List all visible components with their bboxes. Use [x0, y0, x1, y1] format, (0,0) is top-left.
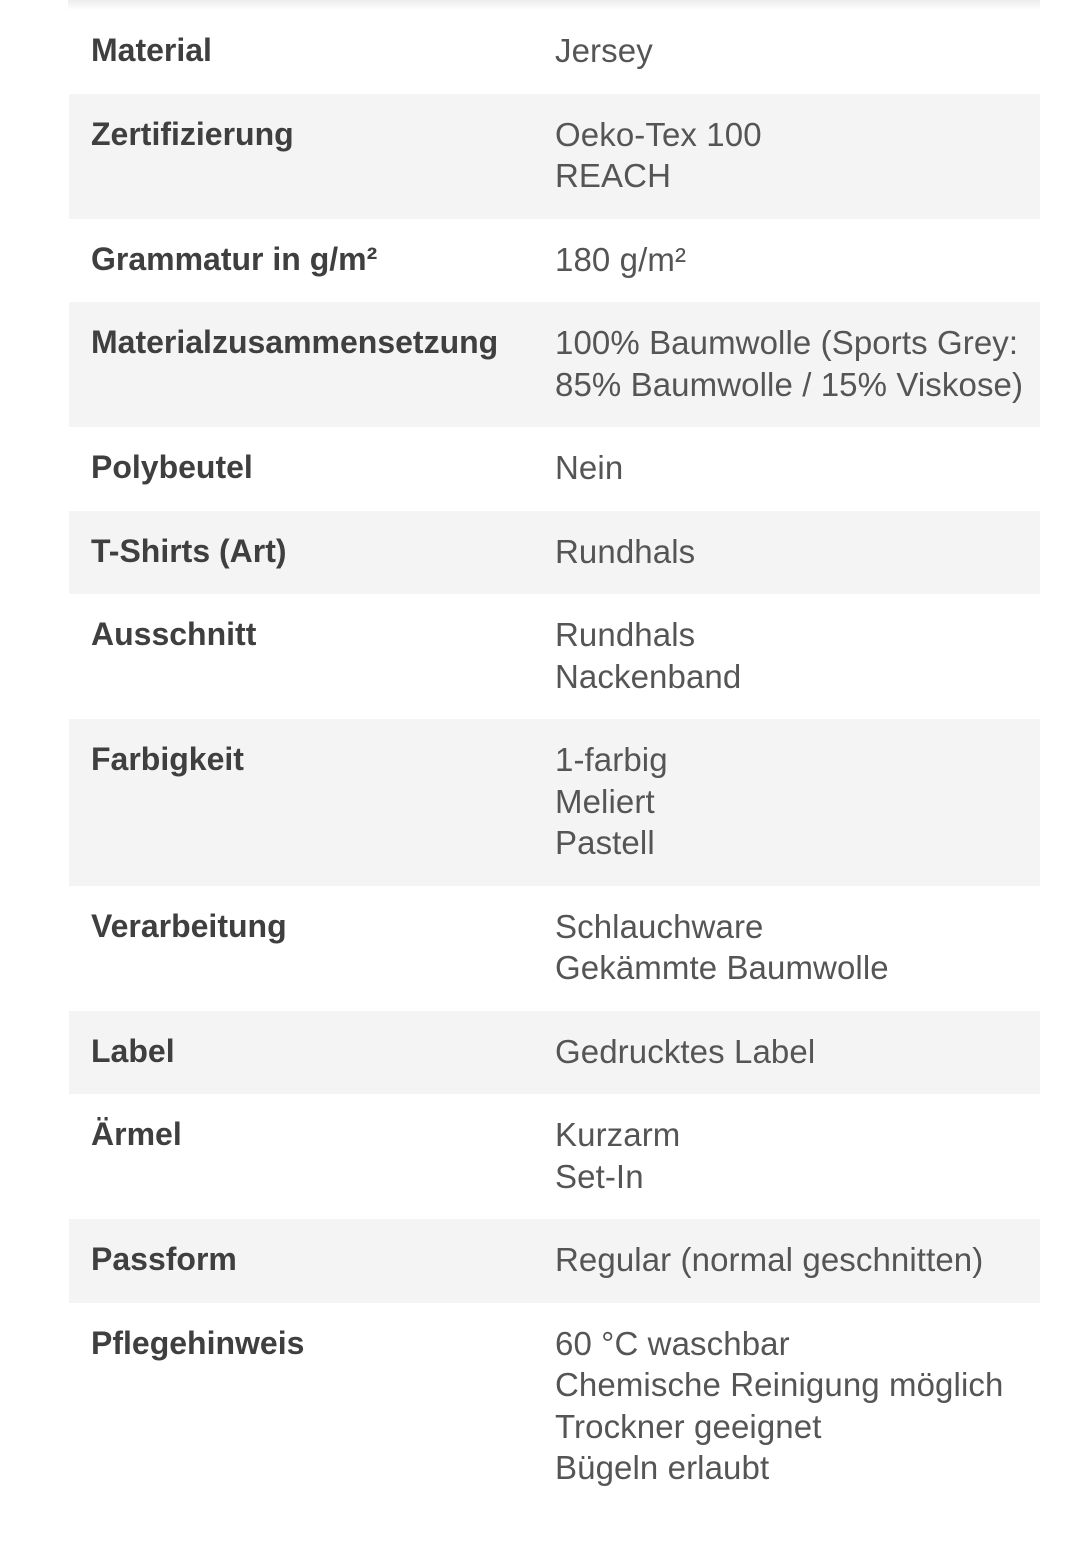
spec-row-verarbeitung [69, 886, 1040, 1011]
spec-row-materialzusammensetzung [69, 302, 1040, 427]
spec-row-polybeutel [69, 427, 1040, 511]
spec-values [555, 531, 1040, 573]
spec-label: Verarbeitung [91, 907, 287, 944]
spec-label: Farbigkeit [91, 741, 244, 777]
spec-value: Pastell [555, 824, 655, 861]
spec-value: Rundhals [555, 532, 696, 570]
spec-values [555, 239, 1040, 281]
spec-values [555, 1114, 1040, 1197]
spec-values [555, 114, 1040, 197]
spec-values [555, 906, 1040, 989]
spec-label: Polybeutel [91, 449, 253, 485]
spec-label: Ausschnitt [91, 616, 257, 652]
spec-label: Passform [91, 1241, 237, 1277]
spec-values [555, 614, 1040, 697]
spec-row-ausschnitt [69, 594, 1040, 719]
spec-values [555, 447, 1040, 489]
spec-value: 60 °C waschbar [555, 1324, 790, 1362]
spec-label: Material [91, 32, 212, 68]
spec-value: Nein [555, 449, 624, 486]
spec-row-material [69, 10, 1040, 94]
spec-label: Grammatur in g/m² [91, 240, 378, 277]
spec-value: REACH [555, 157, 672, 194]
spec-label: Ärmel [91, 1116, 182, 1152]
spec-values [555, 30, 1040, 72]
spec-values [555, 322, 1040, 405]
spec-label: Pflegehinweis [91, 1324, 305, 1361]
spec-values [555, 1323, 1040, 1489]
spec-value: Meliert [555, 782, 655, 820]
spec-value: Bügeln erlaubt [555, 1449, 770, 1486]
spec-value: Chemische Reinigung möglich [555, 1366, 1004, 1403]
spec-value: Set-In [555, 1157, 644, 1195]
spec-row-tshirt-art [69, 511, 1040, 595]
spec-value: 100% Baumwolle (Sports Grey: 85% Baumwolle / 15% Viskose) [555, 324, 1024, 403]
spec-row-farbigkeit [69, 719, 1040, 886]
spec-value: Schlauchware [555, 907, 764, 945]
spec-value: Trockner geeignet [555, 1407, 822, 1445]
spec-value: Rundhals [555, 616, 696, 653]
spec-values [555, 739, 1040, 864]
spec-row-label [69, 1011, 1040, 1095]
spec-value: Gekämmte Baumwolle [555, 949, 889, 986]
spec-row-zertifizierung [69, 94, 1040, 219]
spec-value: Oeko-Tex 100 [555, 115, 762, 153]
product-spec-table [69, 10, 1040, 1511]
spec-label: Label [91, 1032, 175, 1069]
spec-value: Regular (normal geschnitten) [555, 1241, 984, 1278]
spec-value: Gedrucktes Label [555, 1032, 816, 1070]
spec-value: Jersey [555, 32, 653, 69]
spec-value: Nackenband [555, 657, 742, 695]
spec-label: Materialzusammensetzung [91, 324, 499, 360]
spec-value: 1-farbig [555, 741, 668, 778]
spec-value: Kurzarm [555, 1116, 681, 1153]
spec-label: T-Shirts (Art) [91, 532, 287, 569]
spec-values [555, 1239, 1040, 1281]
spec-row-passform [69, 1219, 1040, 1303]
spec-values [555, 1031, 1040, 1073]
spec-row-pflegehinweis [69, 1303, 1040, 1511]
header-shadow [68, 0, 1040, 10]
spec-row-grammatur [69, 219, 1040, 303]
spec-row-aermel [69, 1094, 1040, 1219]
spec-label: Zertifizierung [91, 115, 294, 152]
spec-value: 180 g/m² [555, 240, 687, 278]
